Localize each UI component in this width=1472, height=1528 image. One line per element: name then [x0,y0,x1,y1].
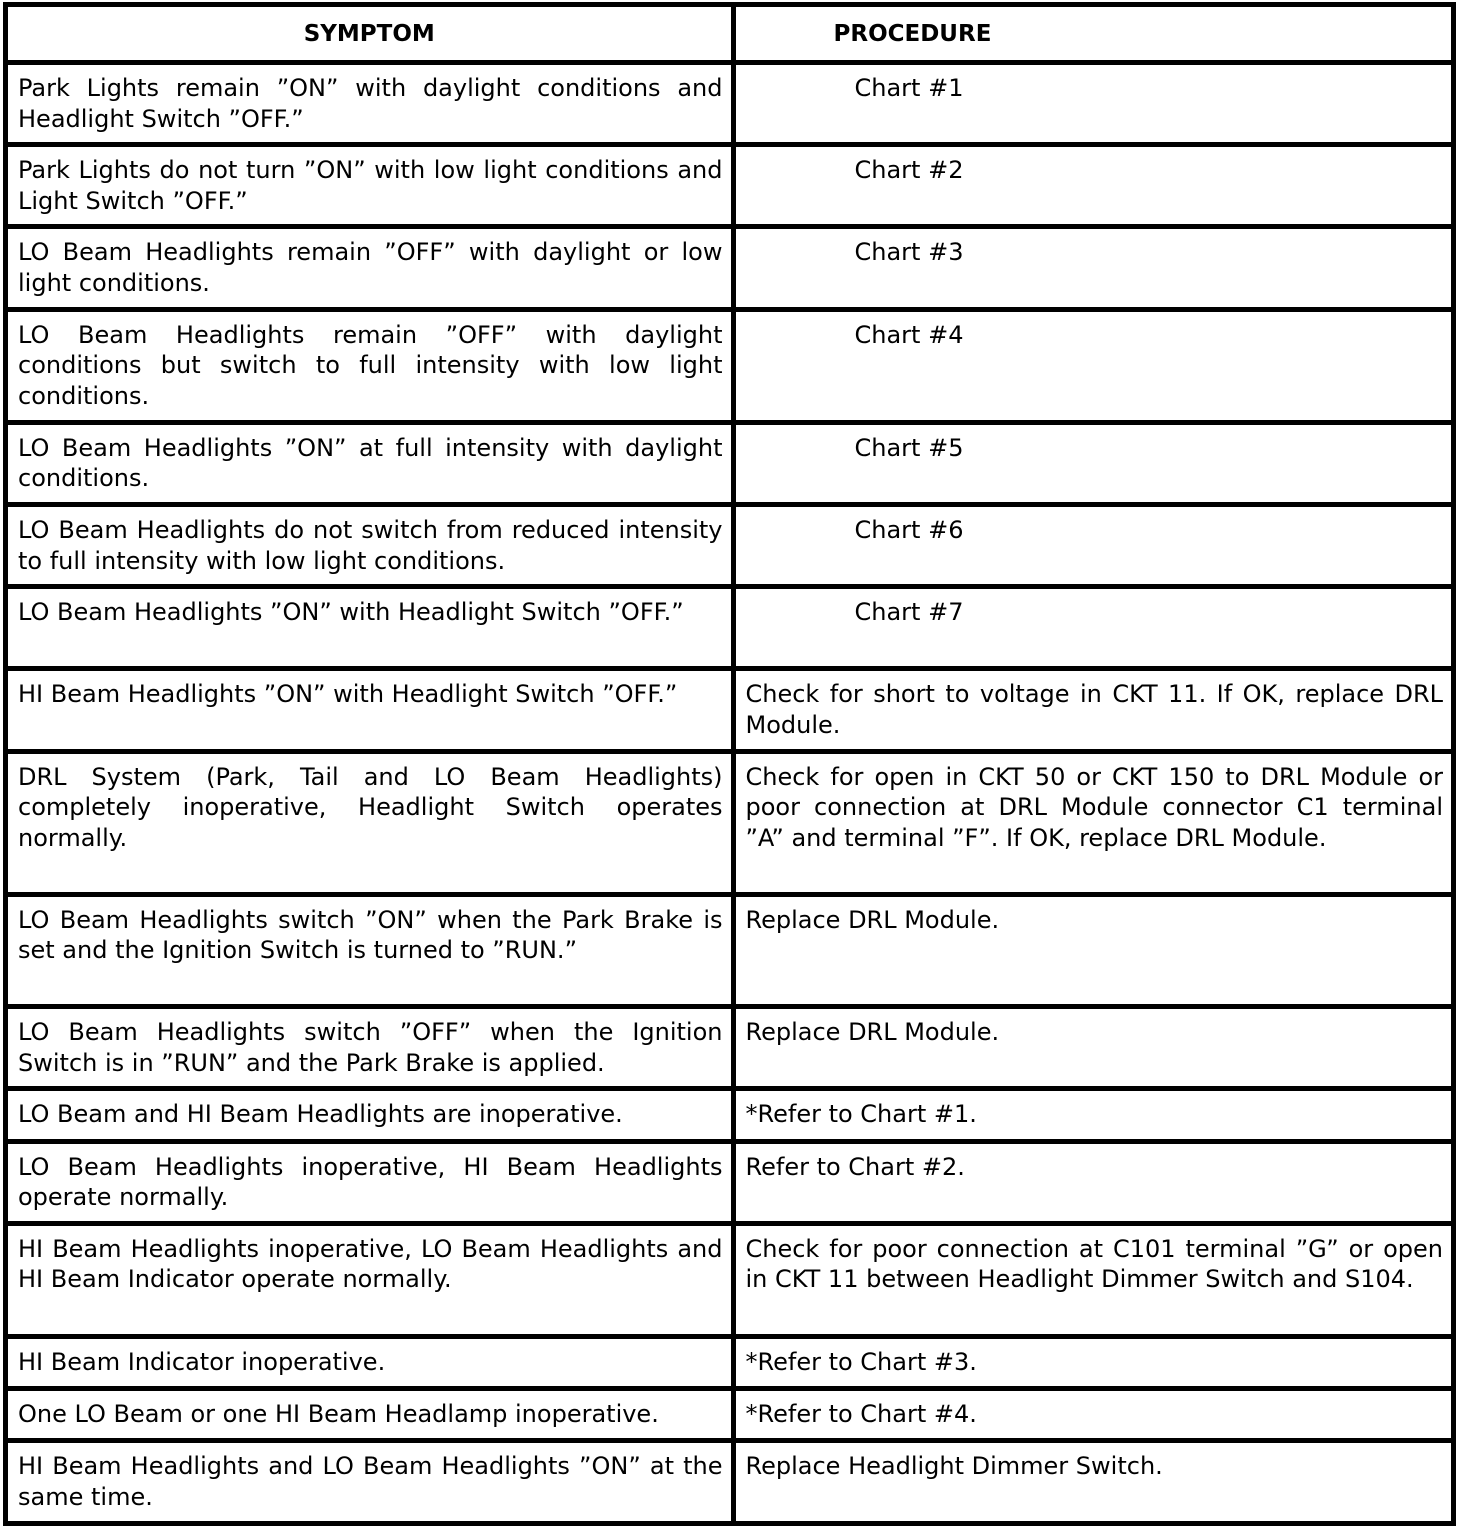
symptom-cell: LO Beam Headlights switch ”ON” when the Park Brake is set and the Ignition Switch is turned to ”RUN.” [8,894,733,1006]
procedure-cell: Check for short to voltage in CKT 11. If OK, replace DRL Module. [733,669,1451,751]
table-row [8,1441,1451,1521]
procedure-cell: Chart #2 [733,145,1451,227]
table-row [8,145,1451,227]
table-row [8,505,1451,587]
table-row [8,309,1451,422]
table-row [8,1141,1451,1223]
symptom-column-header: SYMPTOM [8,7,733,63]
symptom-cell: HI Beam Headlights inoperative, LO Beam Headlights and HI Beam Indicator operate normally. [8,1223,733,1336]
symptom-cell: LO Beam Headlights remain ”OFF” with daylight conditions but switch to full intensity with low light conditions. [8,309,733,422]
procedure-cell: Refer to Chart #2. [733,1141,1451,1223]
symptom-cell: Park Lights remain ”ON” with daylight conditions and Headlight Switch ”OFF.” [8,63,733,145]
table-row [8,894,1451,1006]
procedure-cell: Chart #7 [733,587,1451,669]
procedure-cell: Chart #1 [733,63,1451,145]
procedure-cell: Chart #6 [733,505,1451,587]
procedure-cell: Check for open in CKT 50 or CKT 150 to DRL Module or poor connection at DRL Module connector C1 terminal ”A” and terminal ”F”. If OK, replace DRL Module. [733,751,1451,894]
table-row [8,1007,1451,1089]
table-row [8,1089,1451,1141]
procedure-cell: Chart #5 [733,422,1451,504]
table-row [8,227,1451,309]
table-row [8,669,1451,751]
procedure-cell: Replace Headlight Dimmer Switch. [733,1441,1451,1521]
table-row [8,1389,1451,1441]
symptom-cell: LO Beam Headlights ”ON” with Headlight Switch ”OFF.” [8,587,733,669]
table-row [8,587,1451,669]
symptom-cell: LO Beam and HI Beam Headlights are inoperative. [8,1089,733,1141]
procedure-cell: *Refer to Chart #3. [733,1336,1451,1388]
procedure-cell: Chart #3 [733,227,1451,309]
symptom-cell: Park Lights do not turn ”ON” with low light conditions and Light Switch ”OFF.” [8,145,733,227]
procedure-cell: Check for poor connection at C101 terminal ”G” or open in CKT 11 between Headlight Dimmer Switch and S104. [733,1223,1451,1336]
symptom-cell: HI Beam Headlights and LO Beam Headlights ”ON” at the same time. [8,1441,733,1521]
symptom-cell: DRL System (Park, Tail and LO Beam Headlights) completely inoperative, Headlight Switch operates normally. [8,751,733,894]
symptom-cell: HI Beam Indicator inoperative. [8,1336,733,1388]
table-row [8,1223,1451,1336]
symptom-cell: One LO Beam or one HI Beam Headlamp inoperative. [8,1389,733,1441]
table-row [8,63,1451,145]
table-row [8,1336,1451,1388]
table-row [8,751,1451,894]
symptom-cell: LO Beam Headlights switch ”OFF” when the Ignition Switch is in ”RUN” and the Park Brake is applied. [8,1007,733,1089]
diagnosis-table-frame [3,2,1456,1526]
table-row [8,422,1451,504]
procedure-cell: Replace DRL Module. [733,894,1451,1006]
procedure-cell: *Refer to Chart #1. [733,1089,1451,1141]
procedure-cell: Chart #4 [733,309,1451,422]
symptom-cell: LO Beam Headlights do not switch from reduced intensity to full intensity with low light conditions. [8,505,733,587]
diagnosis-table [8,7,1451,1521]
procedure-cell: *Refer to Chart #4. [733,1389,1451,1441]
procedure-column-header: PROCEDURE [733,7,1451,63]
symptom-cell: LO Beam Headlights ”ON” at full intensity with daylight conditions. [8,422,733,504]
symptom-cell: LO Beam Headlights remain ”OFF” with daylight or low light conditions. [8,227,733,309]
table-header-row [8,7,1451,63]
symptom-cell: HI Beam Headlights ”ON” with Headlight Switch ”OFF.” [8,669,733,751]
procedure-cell: Replace DRL Module. [733,1007,1451,1089]
symptom-cell: LO Beam Headlights inoperative, HI Beam Headlights operate normally. [8,1141,733,1223]
